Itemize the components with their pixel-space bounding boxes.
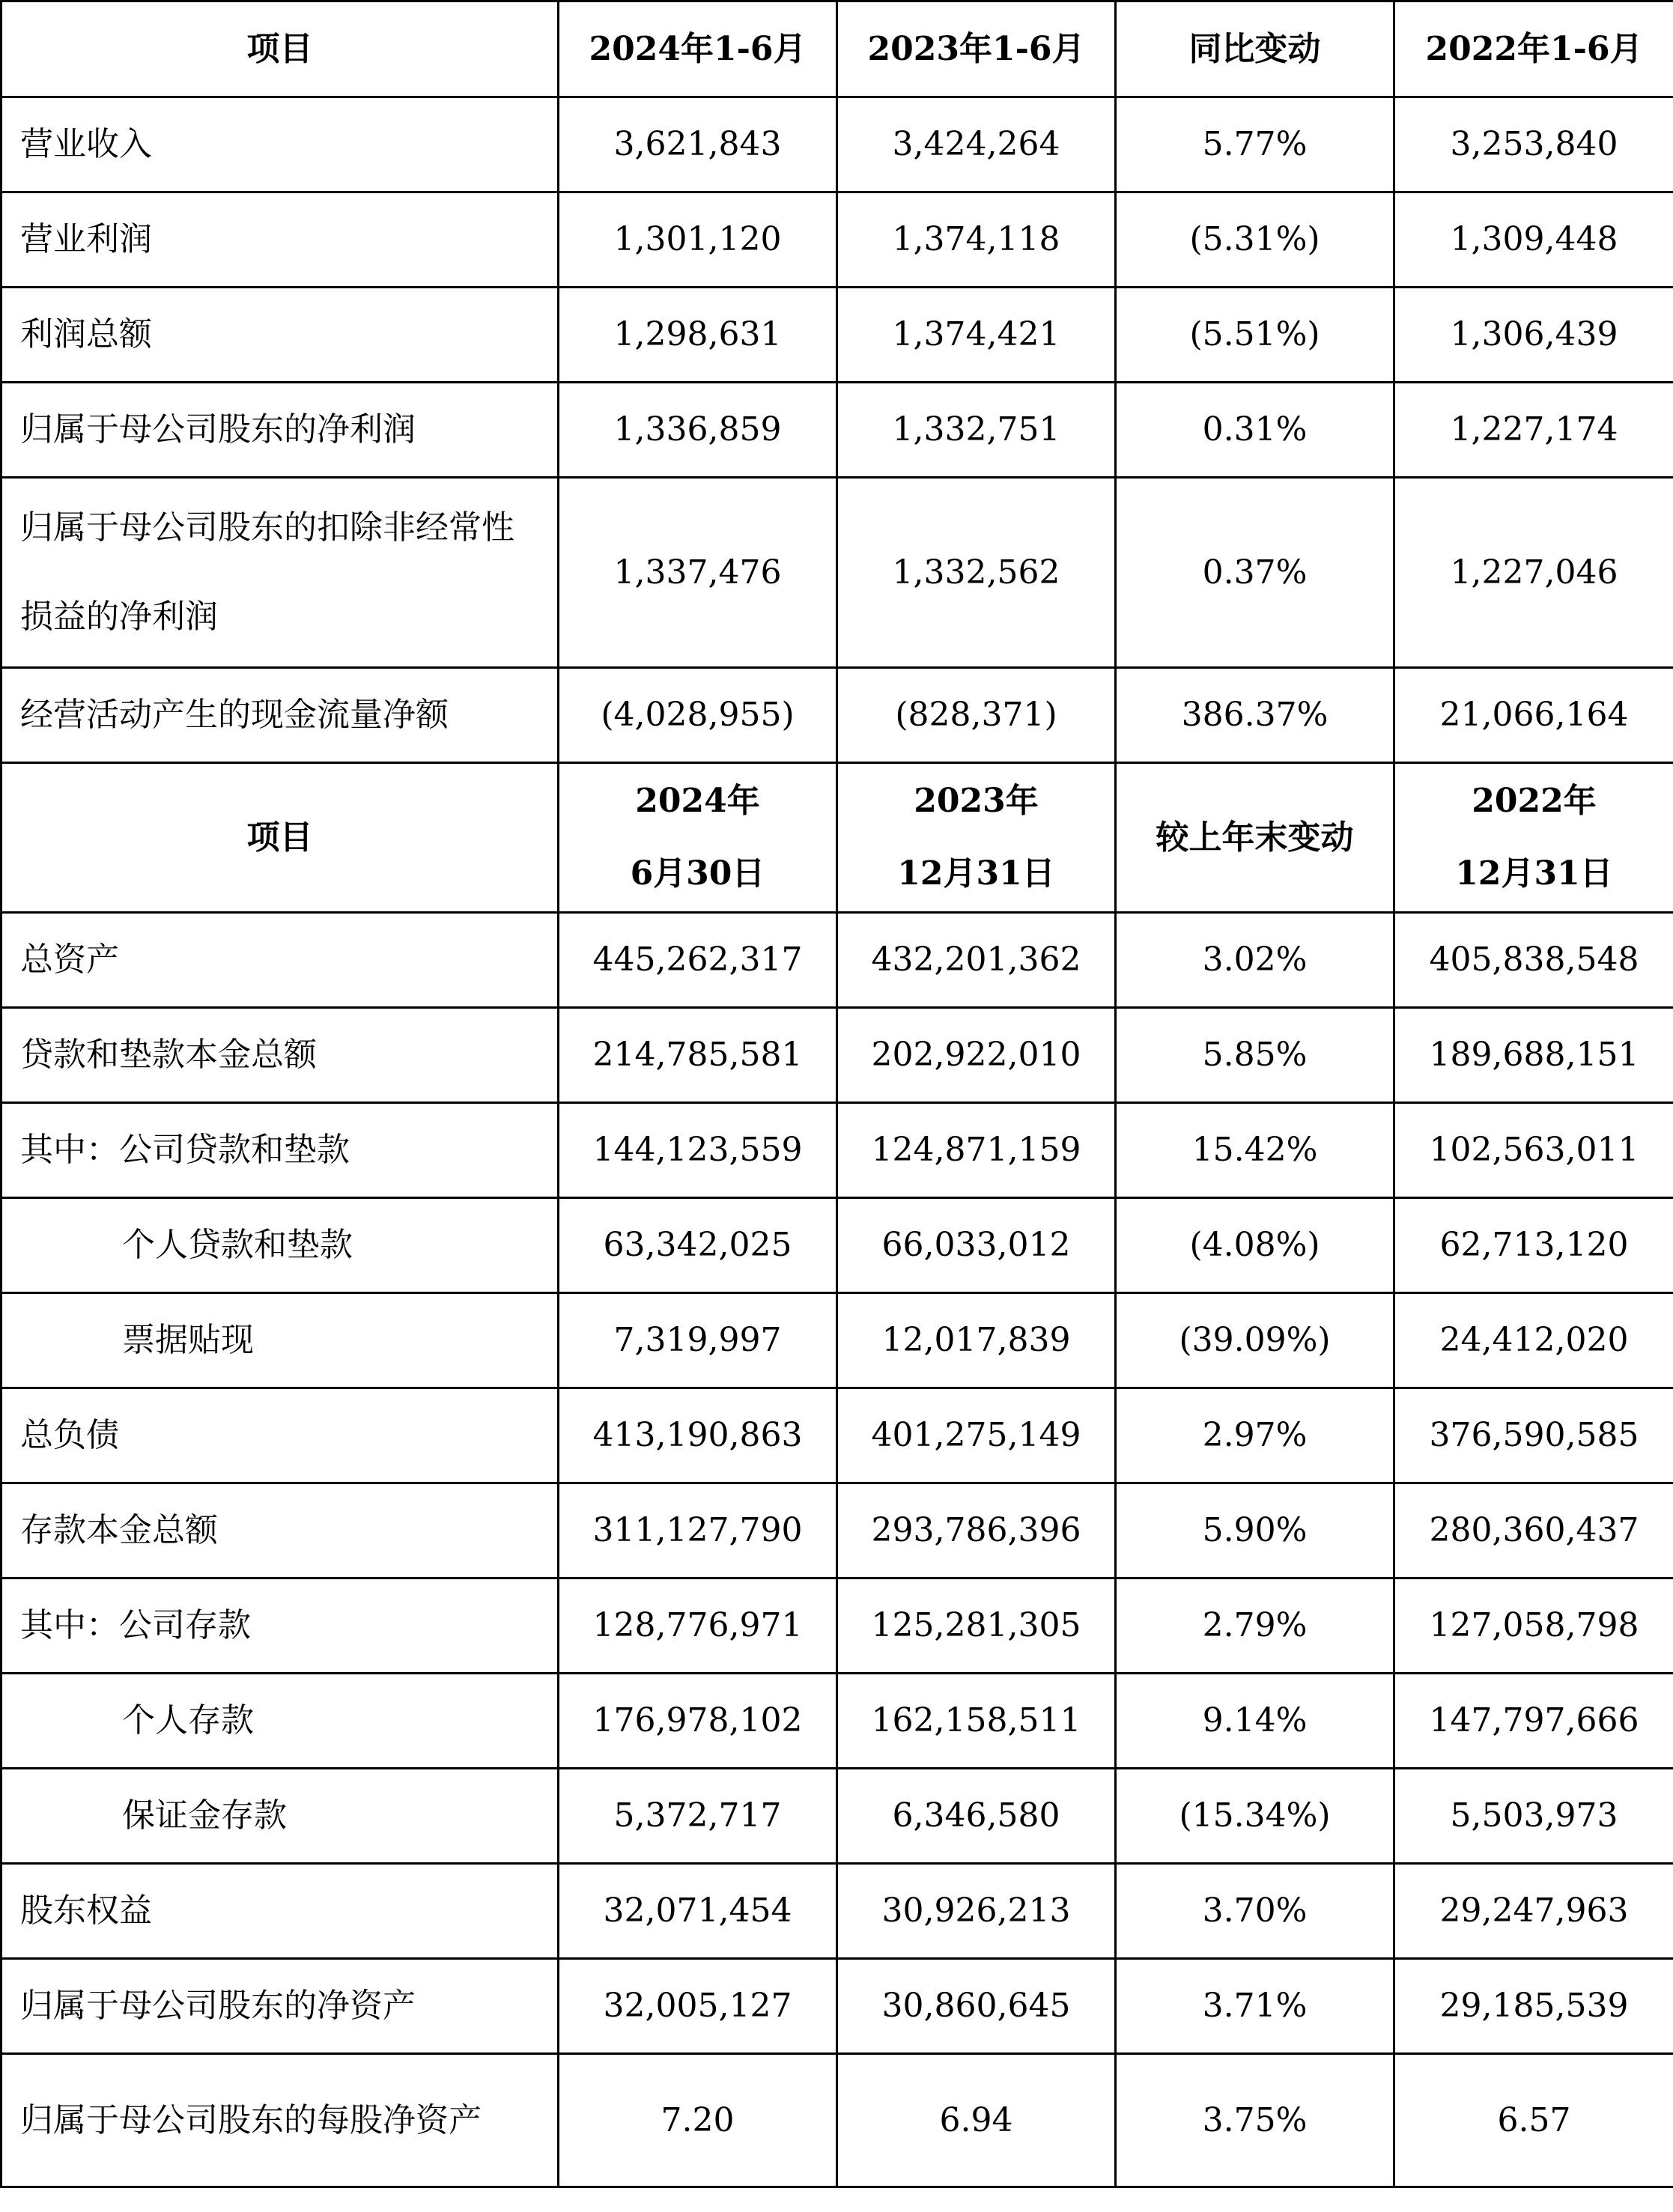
table-row <box>1 1388 1673 1483</box>
value-2024: 1,298,631 <box>559 288 837 383</box>
value-2023: 30,926,213 <box>837 1864 1116 1959</box>
value-2024: 413,190,863 <box>559 1388 837 1483</box>
value-2024: 1,301,120 <box>559 192 837 288</box>
value-2022: 1,227,174 <box>1394 383 1673 478</box>
value-2024: 63,342,025 <box>559 1198 837 1293</box>
table-row <box>1 1103 1673 1198</box>
value-2022: 29,247,963 <box>1394 1864 1673 1959</box>
value-2023: 293,786,396 <box>837 1483 1116 1579</box>
value-2023: 6.94 <box>837 2054 1116 2187</box>
value-2023: 125,281,305 <box>837 1579 1116 1674</box>
value-2024: (4,028,955) <box>559 668 837 763</box>
balance-header-row <box>1 763 1673 913</box>
value-2024: 7.20 <box>559 2054 837 2187</box>
table-row <box>1 192 1673 288</box>
table-row <box>1 1674 1673 1769</box>
value-2023: 432,201,362 <box>837 913 1116 1008</box>
table-row <box>1 1864 1673 1959</box>
value-change: 5.77% <box>1116 97 1394 192</box>
row-label: 存款本金总额 <box>1 1483 559 1579</box>
header-change-vs-prior-year-end: 较上年末变动 <box>1116 763 1394 913</box>
value-2022: 6.57 <box>1394 2054 1673 2187</box>
value-2024: 128,776,971 <box>559 1579 837 1674</box>
value-change: 3.70% <box>1116 1864 1394 1959</box>
header-yoy-change: 同比变动 <box>1116 1 1394 97</box>
table-row <box>1 1008 1673 1103</box>
value-change: 5.85% <box>1116 1008 1394 1103</box>
header-2023-h1: 2023年1-6月 <box>837 1 1116 97</box>
header-year: 2024年 <box>635 781 760 820</box>
value-2024: 32,005,127 <box>559 1959 837 2054</box>
row-label: 其中：公司贷款和垫款 <box>1 1103 559 1198</box>
value-change: (39.09%) <box>1116 1293 1394 1388</box>
table-row <box>1 478 1673 668</box>
row-label: 归属于母公司股东的净资产 <box>1 1959 559 2054</box>
value-2022: 102,563,011 <box>1394 1103 1673 1198</box>
value-2022: 3,253,840 <box>1394 97 1673 192</box>
value-change: 3.71% <box>1116 1959 1394 2054</box>
value-change: 5.90% <box>1116 1483 1394 1579</box>
table-row <box>1 1483 1673 1579</box>
header-date: 12月31日 <box>1455 854 1613 893</box>
value-2023: 1,374,421 <box>837 288 1116 383</box>
row-label: 保证金存款 <box>1 1769 559 1864</box>
value-2022: 62,713,120 <box>1394 1198 1673 1293</box>
header-2022-dec31 <box>1394 763 1673 913</box>
header-2024-jun30 <box>559 763 837 913</box>
value-change: (4.08%) <box>1116 1198 1394 1293</box>
value-change: (5.51%) <box>1116 288 1394 383</box>
row-label: 营业利润 <box>1 192 559 288</box>
value-change: 9.14% <box>1116 1674 1394 1769</box>
value-2023: 66,033,012 <box>837 1198 1116 1293</box>
value-2022: 376,590,585 <box>1394 1388 1673 1483</box>
value-2024: 1,336,859 <box>559 383 837 478</box>
value-2024: 3,621,843 <box>559 97 837 192</box>
value-2022: 1,306,439 <box>1394 288 1673 383</box>
value-2024: 144,123,559 <box>559 1103 837 1198</box>
row-label: 贷款和垫款本金总额 <box>1 1008 559 1103</box>
value-change: (5.31%) <box>1116 192 1394 288</box>
value-change: (15.34%) <box>1116 1769 1394 1864</box>
value-2022: 21,066,164 <box>1394 668 1673 763</box>
row-label: 归属于母公司股东的扣除非经常性损益的净利润 <box>1 478 559 668</box>
value-2022: 29,185,539 <box>1394 1959 1673 2054</box>
table-row <box>1 913 1673 1008</box>
header-year: 2022年 <box>1472 781 1597 820</box>
row-label: 经营活动产生的现金流量净额 <box>1 668 559 763</box>
value-2024: 7,319,997 <box>559 1293 837 1388</box>
value-2023: 1,332,562 <box>837 478 1116 668</box>
table-row <box>1 1579 1673 1674</box>
header-date: 6月30日 <box>630 854 765 893</box>
value-2023: 162,158,511 <box>837 1674 1116 1769</box>
value-2023: 202,922,010 <box>837 1008 1116 1103</box>
income-header-row <box>1 1 1673 97</box>
value-change: 2.97% <box>1116 1388 1394 1483</box>
header-item: 项目 <box>1 1 559 97</box>
header-2022-h1: 2022年1-6月 <box>1394 1 1673 97</box>
table-row <box>1 1293 1673 1388</box>
value-2023: 6,346,580 <box>837 1769 1116 1864</box>
header-year: 2023年 <box>914 781 1039 820</box>
row-label: 利润总额 <box>1 288 559 383</box>
value-2022: 280,360,437 <box>1394 1483 1673 1579</box>
row-label: 归属于母公司股东的净利润 <box>1 383 559 478</box>
value-2022: 405,838,548 <box>1394 913 1673 1008</box>
value-2022: 24,412,020 <box>1394 1293 1673 1388</box>
row-label: 总资产 <box>1 913 559 1008</box>
value-change: 0.37% <box>1116 478 1394 668</box>
value-2023: 124,871,159 <box>837 1103 1116 1198</box>
value-change: 15.42% <box>1116 1103 1394 1198</box>
row-label: 营业收入 <box>1 97 559 192</box>
value-2024: 214,785,581 <box>559 1008 837 1103</box>
row-label: 个人贷款和垫款 <box>1 1198 559 1293</box>
value-2022: 147,797,666 <box>1394 1674 1673 1769</box>
value-2022: 127,058,798 <box>1394 1579 1673 1674</box>
row-label: 票据贴现 <box>1 1293 559 1388</box>
row-label: 其中：公司存款 <box>1 1579 559 1674</box>
table-row <box>1 288 1673 383</box>
header-item: 项目 <box>1 763 559 913</box>
value-change: 386.37% <box>1116 668 1394 763</box>
value-2024: 445,262,317 <box>559 913 837 1008</box>
value-2023: 1,332,751 <box>837 383 1116 478</box>
table-row <box>1 383 1673 478</box>
value-change: 3.02% <box>1116 913 1394 1008</box>
table-row <box>1 2054 1673 2187</box>
table-row <box>1 1198 1673 1293</box>
table-row <box>1 97 1673 192</box>
header-2024-h1: 2024年1-6月 <box>559 1 837 97</box>
row-label: 归属于母公司股东的每股净资产 <box>1 2054 559 2187</box>
value-2022: 189,688,151 <box>1394 1008 1673 1103</box>
value-2023: (828,371) <box>837 668 1116 763</box>
row-label: 股东权益 <box>1 1864 559 1959</box>
header-date: 12月31日 <box>897 854 1055 893</box>
table-row <box>1 668 1673 763</box>
value-2024: 32,071,454 <box>559 1864 837 1959</box>
value-2023: 12,017,839 <box>837 1293 1116 1388</box>
table-row <box>1 1959 1673 2054</box>
header-2023-dec31 <box>837 763 1116 913</box>
value-2024: 176,978,102 <box>559 1674 837 1769</box>
value-2023: 1,374,118 <box>837 192 1116 288</box>
value-change: 2.79% <box>1116 1579 1394 1674</box>
value-2024: 5,372,717 <box>559 1769 837 1864</box>
value-2022: 1,309,448 <box>1394 192 1673 288</box>
value-2023: 401,275,149 <box>837 1388 1116 1483</box>
value-2023: 30,860,645 <box>837 1959 1116 2054</box>
value-2022: 5,503,973 <box>1394 1769 1673 1864</box>
value-2023: 3,424,264 <box>837 97 1116 192</box>
row-label: 个人存款 <box>1 1674 559 1769</box>
row-label: 总负债 <box>1 1388 559 1483</box>
value-2022: 1,227,046 <box>1394 478 1673 668</box>
value-change: 0.31% <box>1116 383 1394 478</box>
table-row <box>1 1769 1673 1864</box>
value-2024: 1,337,476 <box>559 478 837 668</box>
value-change: 3.75% <box>1116 2054 1394 2187</box>
value-2024: 311,127,790 <box>559 1483 837 1579</box>
